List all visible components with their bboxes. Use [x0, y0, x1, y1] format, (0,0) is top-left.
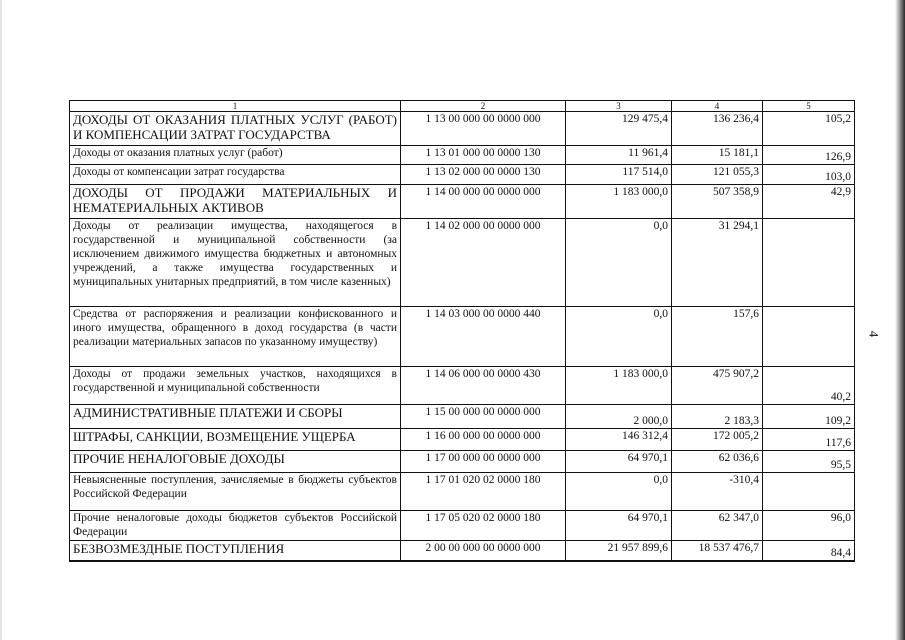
row-fact: -310,4 [672, 473, 763, 511]
row-code: 1 14 06 000 00 0000 430 [401, 367, 566, 405]
row-fact: 2 183,3 [672, 405, 763, 429]
row-name: ДОХОДЫ ОТ ОКАЗАНИЯ ПЛАТНЫХ УСЛУГ (РАБОТ) И КОМПЕНСАЦИИ ЗАТРАТ ГОСУДАРСТВА [70, 112, 401, 146]
row-name: ПРОЧИЕ НЕНАЛОГОВЫЕ ДОХОДЫ [70, 451, 401, 473]
table-row [70, 473, 855, 511]
row-fact: 157,6 [672, 307, 763, 367]
row-code: 1 16 00 000 00 0000 000 [401, 429, 566, 451]
header-col-4: 4 [672, 101, 763, 112]
table-row [70, 511, 855, 541]
row-code: 1 17 00 000 00 0000 000 [401, 451, 566, 473]
row-pct: 105,2 [763, 112, 855, 146]
row-fact: 62 036,6 [672, 451, 763, 473]
row-fact: 172 005,2 [672, 429, 763, 451]
row-name: БЕЗВОЗМЕЗДНЫЕ ПОСТУПЛЕНИЯ [70, 541, 401, 561]
row-code: 1 14 03 000 00 0000 440 [401, 307, 566, 367]
row-code: 1 15 00 000 00 0000 000 [401, 405, 566, 429]
row-code: 1 17 05 020 02 0000 180 [401, 511, 566, 541]
row-fact: 121 055,3 [672, 165, 763, 185]
row-name: Доходы от продажи земельных участков, находящихся в государственной и муниципальной собственности [70, 367, 401, 405]
row-name: АДМИНИСТРАТИВНЫЕ ПЛАТЕЖИ И СБОРЫ [70, 405, 401, 429]
row-plan: 2 000,0 [566, 405, 672, 429]
row-plan: 1 183 000,0 [566, 185, 672, 219]
header-col-1: 1 [70, 101, 401, 112]
table-row [70, 541, 855, 561]
row-code: 2 00 00 000 00 0000 000 [401, 541, 566, 561]
row-plan: 1 183 000,0 [566, 367, 672, 405]
row-fact: 136 236,4 [672, 112, 763, 146]
row-pct: 96,0 [763, 511, 855, 541]
row-pct [763, 473, 855, 511]
header-col-3: 3 [566, 101, 672, 112]
header-row [70, 101, 855, 112]
page-edge-left [0, 0, 2, 640]
header-col-2: 2 [401, 101, 566, 112]
row-fact: 18 537 476,7 [672, 541, 763, 561]
row-pct [763, 219, 855, 307]
row-name: Прочие неналоговые доходы бюджетов субъектов Российской Федерации [70, 511, 401, 541]
row-fact: 15 181,1 [672, 146, 763, 165]
row-name: ДОХОДЫ ОТ ПРОДАЖИ МАТЕРИАЛЬНЫХ И НЕМАТЕРИАЛЬНЫХ АКТИВОВ [70, 185, 401, 219]
row-code: 1 14 00 000 00 0000 000 [401, 185, 566, 219]
row-pct: 109,2 [763, 405, 855, 429]
row-name: Доходы от реализации имущества, находящегося в государственной и муниципальной собственности (за исключением движимого имущества бюджетных и автономных учреждений, а также имущества государственных и муниципальных унитарных предприятий, в том числе казенных) [70, 219, 401, 307]
table-row [70, 405, 855, 429]
row-fact: 507 358,9 [672, 185, 763, 219]
row-pct: 42,9 [763, 185, 855, 219]
row-pct: 103,0 [763, 165, 855, 185]
header-col-5: 5 [763, 101, 855, 112]
row-pct [763, 307, 855, 367]
row-name: Доходы от оказания платных услуг (работ) [70, 146, 401, 165]
row-plan: 64 970,1 [566, 451, 672, 473]
table-row [70, 219, 855, 307]
row-pct: 95,5 [763, 451, 855, 473]
row-plan: 129 475,4 [566, 112, 672, 146]
table-row [70, 165, 855, 185]
row-name: Доходы от компенсации затрат государства [70, 165, 401, 185]
page-edge-shadow [895, 0, 905, 640]
table-row [70, 112, 855, 146]
row-name: Средства от распоряжения и реализации конфискованного и иного имущества, обращенного в доход государства (в части реализации материальных запасов по указанному имуществу) [70, 307, 401, 367]
row-code: 1 13 00 000 00 0000 000 [401, 112, 566, 146]
row-fact: 62 347,0 [672, 511, 763, 541]
row-plan: 0,0 [566, 307, 672, 367]
row-pct: 117,6 [763, 429, 855, 451]
row-pct: 84,4 [763, 541, 855, 561]
row-pct: 126,9 [763, 146, 855, 165]
table-row [70, 429, 855, 451]
row-code: 1 17 01 020 02 0000 180 [401, 473, 566, 511]
revenue-table [69, 100, 855, 562]
row-plan: 0,0 [566, 473, 672, 511]
row-plan: 117 514,0 [566, 165, 672, 185]
table-row [70, 367, 855, 405]
row-plan: 146 312,4 [566, 429, 672, 451]
row-pct: 40,2 [763, 367, 855, 405]
row-plan: 64 970,1 [566, 511, 672, 541]
row-code: 1 13 02 000 00 0000 130 [401, 165, 566, 185]
row-code: 1 13 01 000 00 0000 130 [401, 146, 566, 165]
row-code: 1 14 02 000 00 0000 000 [401, 219, 566, 307]
table-row [70, 451, 855, 473]
row-plan: 0,0 [566, 219, 672, 307]
table-row [70, 185, 855, 219]
row-plan: 21 957 899,6 [566, 541, 672, 561]
table-row [70, 307, 855, 367]
table-row [70, 146, 855, 165]
page-number: 4 [866, 330, 882, 338]
row-fact: 475 907,2 [672, 367, 763, 405]
row-fact: 31 294,1 [672, 219, 763, 307]
row-plan: 11 961,4 [566, 146, 672, 165]
row-name: Невыясненные поступления, зачисляемые в бюджеты субъектов Российской Федерации [70, 473, 401, 511]
row-name: ШТРАФЫ, САНКЦИИ, ВОЗМЕЩЕНИЕ УЩЕРБА [70, 429, 401, 451]
